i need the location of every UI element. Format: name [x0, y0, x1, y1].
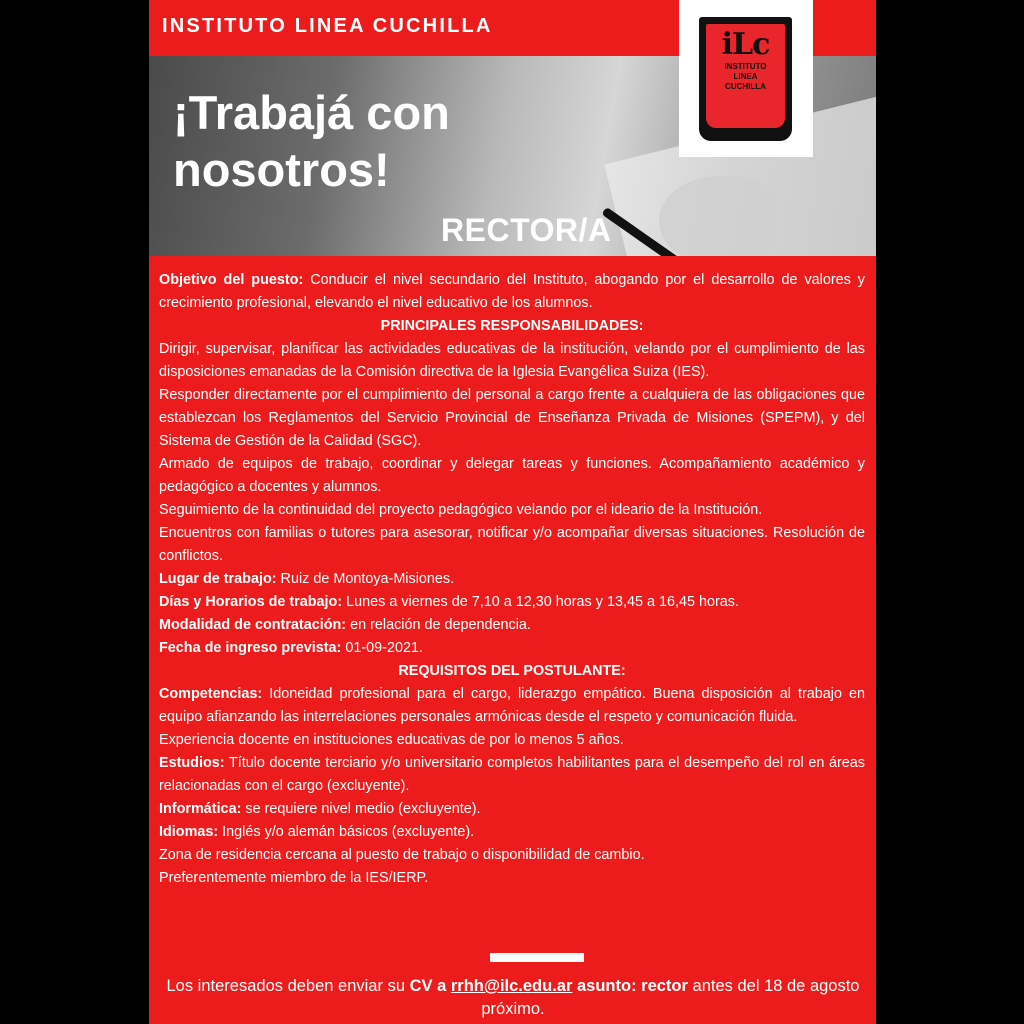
schedule — [159, 591, 865, 614]
studies-label: Estudios: — [159, 755, 225, 771]
job-poster — [149, 0, 876, 1024]
workplace — [159, 568, 865, 591]
responsibilities-heading: PRINCIPALES RESPONSABILIDADES: — [380, 318, 644, 334]
it-text: se requiere nivel medio (excluyente). — [241, 801, 481, 817]
residence: Zona de residencia cercana al puesto de trabajo o disponibilidad de cambio. — [159, 847, 645, 863]
schedule-label: Días y Horarios de trabajo: — [159, 594, 343, 610]
email-link[interactable]: rrhh@ilc.edu.ar — [450, 977, 573, 995]
hero-photo-hand — [659, 176, 779, 256]
logo-line-2: LINEA — [733, 72, 758, 81]
schedule-text: Lunes a viernes de 7,10 a 12,30 horas y 13,45 a 16,45 horas. — [342, 594, 739, 610]
objective-label: Objetivo del puesto: — [159, 272, 304, 288]
page-title — [173, 84, 450, 198]
objective-text: Conducir el nivel secundario del Instituto, abogando por el desarrollo de valores y crecimiento profesional, elevando el nivel educativo de los alumnos. — [159, 272, 866, 311]
it-label: Informática: — [159, 801, 242, 817]
contract-text: en relación de dependencia. — [346, 617, 531, 633]
responsibility-item: Dirigir, supervisar, planificar las actividades educativas de la institución, velando por el cumplimiento de las disposiciones emanadas de la Comisión directiva de la Iglesia Evangélica Suiza (IES). — [159, 341, 865, 380]
institution-name: INSTITUTO LINEA CUCHILLA — [162, 15, 493, 37]
objective — [159, 269, 865, 315]
workplace-text: Ruiz de Montoya-Misiones. — [276, 571, 455, 587]
logo-mark: iLc — [721, 27, 770, 62]
position-title: RECTOR/A — [441, 212, 612, 248]
footer-text-1: Los interesados deben enviar su — [166, 977, 410, 995]
responsibility-item: Responder directamente por el cumplimiento del personal a cargo frente a cualquiera de las obligaciones que establezcan los Reglamentos del Servicio Provincial de Enseñanza Privada de Misiones (SPEPM), y del Sistema de Gestión de la Calidad (SGC). — [159, 387, 865, 449]
title-line-1: ¡Trabajá con — [173, 86, 450, 139]
responsibility-item: Seguimiento de la continuidad del proyecto pedagógico velando por el ideario de la Institución. — [159, 502, 763, 518]
experience: Experiencia docente en instituciones educativas de por lo menos 5 años. — [159, 732, 624, 748]
footer-text-2: antes del 18 de agosto próximo. — [481, 977, 860, 1018]
competencies-text: Idoneidad profesional para el cargo, liderazgo empático. Buena disposición al trabajo en equipo afianzando las interrelaciones personales armónicas desde el respeto y comunicación fluida. — [159, 686, 865, 725]
studies-text: Título docente terciario y/o universitario completos habilitantes para el desempeño del rol en áreas relacionadas con el cargo (excluyente). — [159, 755, 865, 794]
contact-footer — [155, 975, 871, 1021]
languages-label: Idiomas: — [159, 824, 219, 840]
logo-container — [679, 0, 813, 157]
competencies-label: Competencias: — [159, 686, 263, 702]
title-line-2: nosotros! — [173, 143, 390, 196]
logo-shield — [706, 24, 785, 128]
divider — [490, 953, 584, 962]
footer-subject: asunto: rector — [572, 977, 688, 995]
start-date — [159, 637, 865, 660]
competencies — [159, 683, 865, 729]
languages-text: Inglés y/o alemán básicos (excluyente). — [218, 824, 475, 840]
logo-line-3: CUCHILLA — [725, 82, 766, 91]
studies — [159, 752, 865, 798]
footer-cv: CV a — [409, 977, 451, 995]
job-description — [159, 269, 865, 890]
logo-line-1: INSTITUTO — [724, 62, 767, 71]
membership: Preferentemente miembro de la IES/IERP. — [159, 870, 429, 886]
start-label: Fecha de ingreso prevista: — [159, 640, 342, 656]
it-skills — [159, 798, 865, 821]
responsibility-item: Armado de equipos de trabajo, coordinar y delegar tareas y funciones. Acompañamiento académico y pedagógico a docentes y alumnos. — [159, 456, 865, 495]
languages — [159, 821, 865, 844]
requirements-heading: REQUISITOS DEL POSTULANTE: — [398, 663, 626, 679]
workplace-label: Lugar de trabajo: — [159, 571, 277, 587]
contract-type — [159, 614, 865, 637]
contract-label: Modalidad de contratación: — [159, 617, 347, 633]
ilc-logo-icon — [699, 17, 792, 141]
responsibility-item: Encuentros con familias o tutores para asesorar, notificar y/o acompañar diversas situaciones. Resolución de conflictos. — [159, 525, 865, 564]
start-text: 01-09-2021. — [341, 640, 423, 656]
